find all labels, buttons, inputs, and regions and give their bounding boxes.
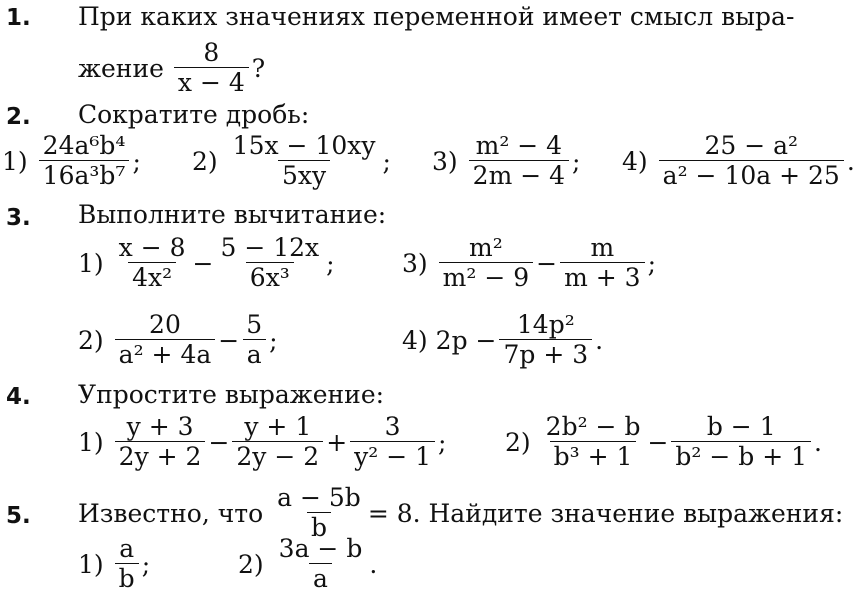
operator: − xyxy=(218,325,240,355)
denominator: 16a³b⁷ xyxy=(39,160,130,189)
item-end: ; xyxy=(141,549,151,579)
item-label: 2) xyxy=(238,549,264,579)
numerator: 25 − a² xyxy=(704,131,799,160)
task-3-item-3 xyxy=(402,235,656,292)
item-label: 2) xyxy=(505,427,531,457)
fraction-1 xyxy=(115,235,190,292)
task-5-number: 5. xyxy=(6,503,31,529)
task-5-statement xyxy=(78,485,843,542)
task-2-title: Сократите дробь: xyxy=(78,100,310,129)
item-label: 2) xyxy=(78,325,104,355)
task-1-text-prefix: жение xyxy=(78,53,164,83)
numerator: 8 xyxy=(203,38,220,67)
fraction-1 xyxy=(115,312,216,369)
numerator: 20 xyxy=(149,310,181,339)
task-3-item-1 xyxy=(78,235,335,292)
item-label: 4) xyxy=(622,146,648,176)
task-5-text-prefix: Известно, что xyxy=(78,498,264,528)
item-end: . xyxy=(369,549,378,579)
fraction xyxy=(115,536,139,593)
task-5-item-2 xyxy=(238,536,377,593)
fraction-3 xyxy=(350,414,435,471)
denominator: b xyxy=(115,563,139,592)
task-4-item-1 xyxy=(78,414,446,471)
task-3-title: Выполните вычитание: xyxy=(78,200,387,229)
denominator: a² + 4a xyxy=(115,339,216,368)
denominator: 7p + 3 xyxy=(499,339,592,368)
item-end: . xyxy=(814,427,822,457)
fraction xyxy=(39,133,130,190)
task-4-title: Упростите выражение: xyxy=(78,380,385,409)
numerator: a − 5b xyxy=(277,483,361,512)
denominator: b³ + 1 xyxy=(550,441,637,470)
item-label: 3) xyxy=(402,248,428,278)
denominator: 4x² xyxy=(128,262,176,291)
item-end: ; xyxy=(647,248,656,278)
denominator: a xyxy=(309,563,332,592)
task-3-number: 3. xyxy=(6,205,31,231)
denominator: m² − 9 xyxy=(439,262,533,291)
expression-prefix: 2p − xyxy=(435,325,497,355)
denominator: 2y + 2 xyxy=(115,441,206,470)
numerator: 3 xyxy=(384,412,401,441)
fraction xyxy=(275,536,367,593)
fraction xyxy=(499,312,592,369)
fraction xyxy=(659,133,844,190)
task-4-number: 4. xyxy=(6,384,31,410)
numerator: 5 − 12x xyxy=(220,233,320,262)
item-label: 1) xyxy=(78,549,104,579)
item-label: 1) xyxy=(78,248,104,278)
fraction-2 xyxy=(232,414,323,471)
numerator: 5 xyxy=(246,310,263,339)
numerator: b − 1 xyxy=(706,412,776,441)
numerator: m xyxy=(590,233,615,262)
item-end: ; xyxy=(382,146,391,176)
task-5-item-1 xyxy=(78,536,150,593)
task-1-line2 xyxy=(78,40,265,97)
item-label: 1) xyxy=(2,146,28,176)
operator: − xyxy=(536,248,558,278)
fraction-2 xyxy=(560,235,644,292)
denominator: 2m − 4 xyxy=(469,160,569,189)
item-end: . xyxy=(846,146,855,176)
numerator: 14p² xyxy=(516,310,575,339)
denominator: 5xy xyxy=(278,160,330,189)
denominator: b² − b + 1 xyxy=(671,441,811,470)
task-3-item-4 xyxy=(402,312,603,369)
fraction-1 xyxy=(439,235,533,292)
denominator: 2y − 2 xyxy=(232,441,323,470)
fraction-2 xyxy=(242,312,266,369)
numerator: m² − 4 xyxy=(475,131,563,160)
item-end: ; xyxy=(326,248,335,278)
task-2-item-3 xyxy=(432,133,580,190)
task-2-number: 2. xyxy=(6,104,31,130)
task-4-item-2 xyxy=(505,414,822,471)
task-5-text-suffix: = 8. Найдите значение выражения: xyxy=(367,498,844,528)
item-label: 4) xyxy=(402,325,428,355)
denominator: b xyxy=(307,512,331,541)
denominator: x − 4 xyxy=(174,67,249,96)
item-end: ; xyxy=(269,325,278,355)
denominator: y² − 1 xyxy=(350,441,435,470)
numerator: 24a⁶b⁴ xyxy=(42,131,126,160)
operator: − xyxy=(192,248,214,278)
numerator: 15x − 10xy xyxy=(232,131,376,160)
task-3-item-2 xyxy=(78,312,278,369)
item-end: ; xyxy=(438,427,447,457)
numerator: 3a − b xyxy=(278,534,363,563)
denominator: 6x³ xyxy=(246,262,294,291)
numerator: 2b² − b xyxy=(545,412,641,441)
denominator: m + 3 xyxy=(560,262,644,291)
numerator: m² xyxy=(469,233,503,262)
task-2-item-2 xyxy=(192,133,391,190)
operator: + xyxy=(326,427,348,457)
item-label: 2) xyxy=(192,146,218,176)
task-1-text-line1: При каких значениях переменной имеет смысл выра- xyxy=(78,2,795,31)
fraction-1 xyxy=(542,414,645,471)
numerator: a xyxy=(119,534,135,563)
item-end: . xyxy=(595,325,604,355)
task-1-number: 1. xyxy=(6,5,31,31)
fraction-1 xyxy=(115,414,206,471)
fraction xyxy=(469,133,569,190)
operator: − xyxy=(208,427,230,457)
task-1-fraction xyxy=(174,40,249,97)
numerator: y + 3 xyxy=(126,412,194,441)
task-2-item-1 xyxy=(2,133,141,190)
item-end: ; xyxy=(132,146,141,176)
operator: − xyxy=(647,427,669,457)
fraction xyxy=(229,133,380,190)
numerator: x − 8 xyxy=(118,233,186,262)
item-end: ; xyxy=(572,146,581,176)
fraction-2 xyxy=(216,235,323,292)
fraction-2 xyxy=(671,414,811,471)
task-2-item-4 xyxy=(622,133,855,190)
numerator: y + 1 xyxy=(244,412,312,441)
item-label: 3) xyxy=(432,146,458,176)
item-label: 1) xyxy=(78,427,104,457)
denominator: a xyxy=(243,339,266,368)
task-1-text-suffix: ? xyxy=(251,53,266,83)
denominator: a² − 10a + 25 xyxy=(659,160,844,189)
